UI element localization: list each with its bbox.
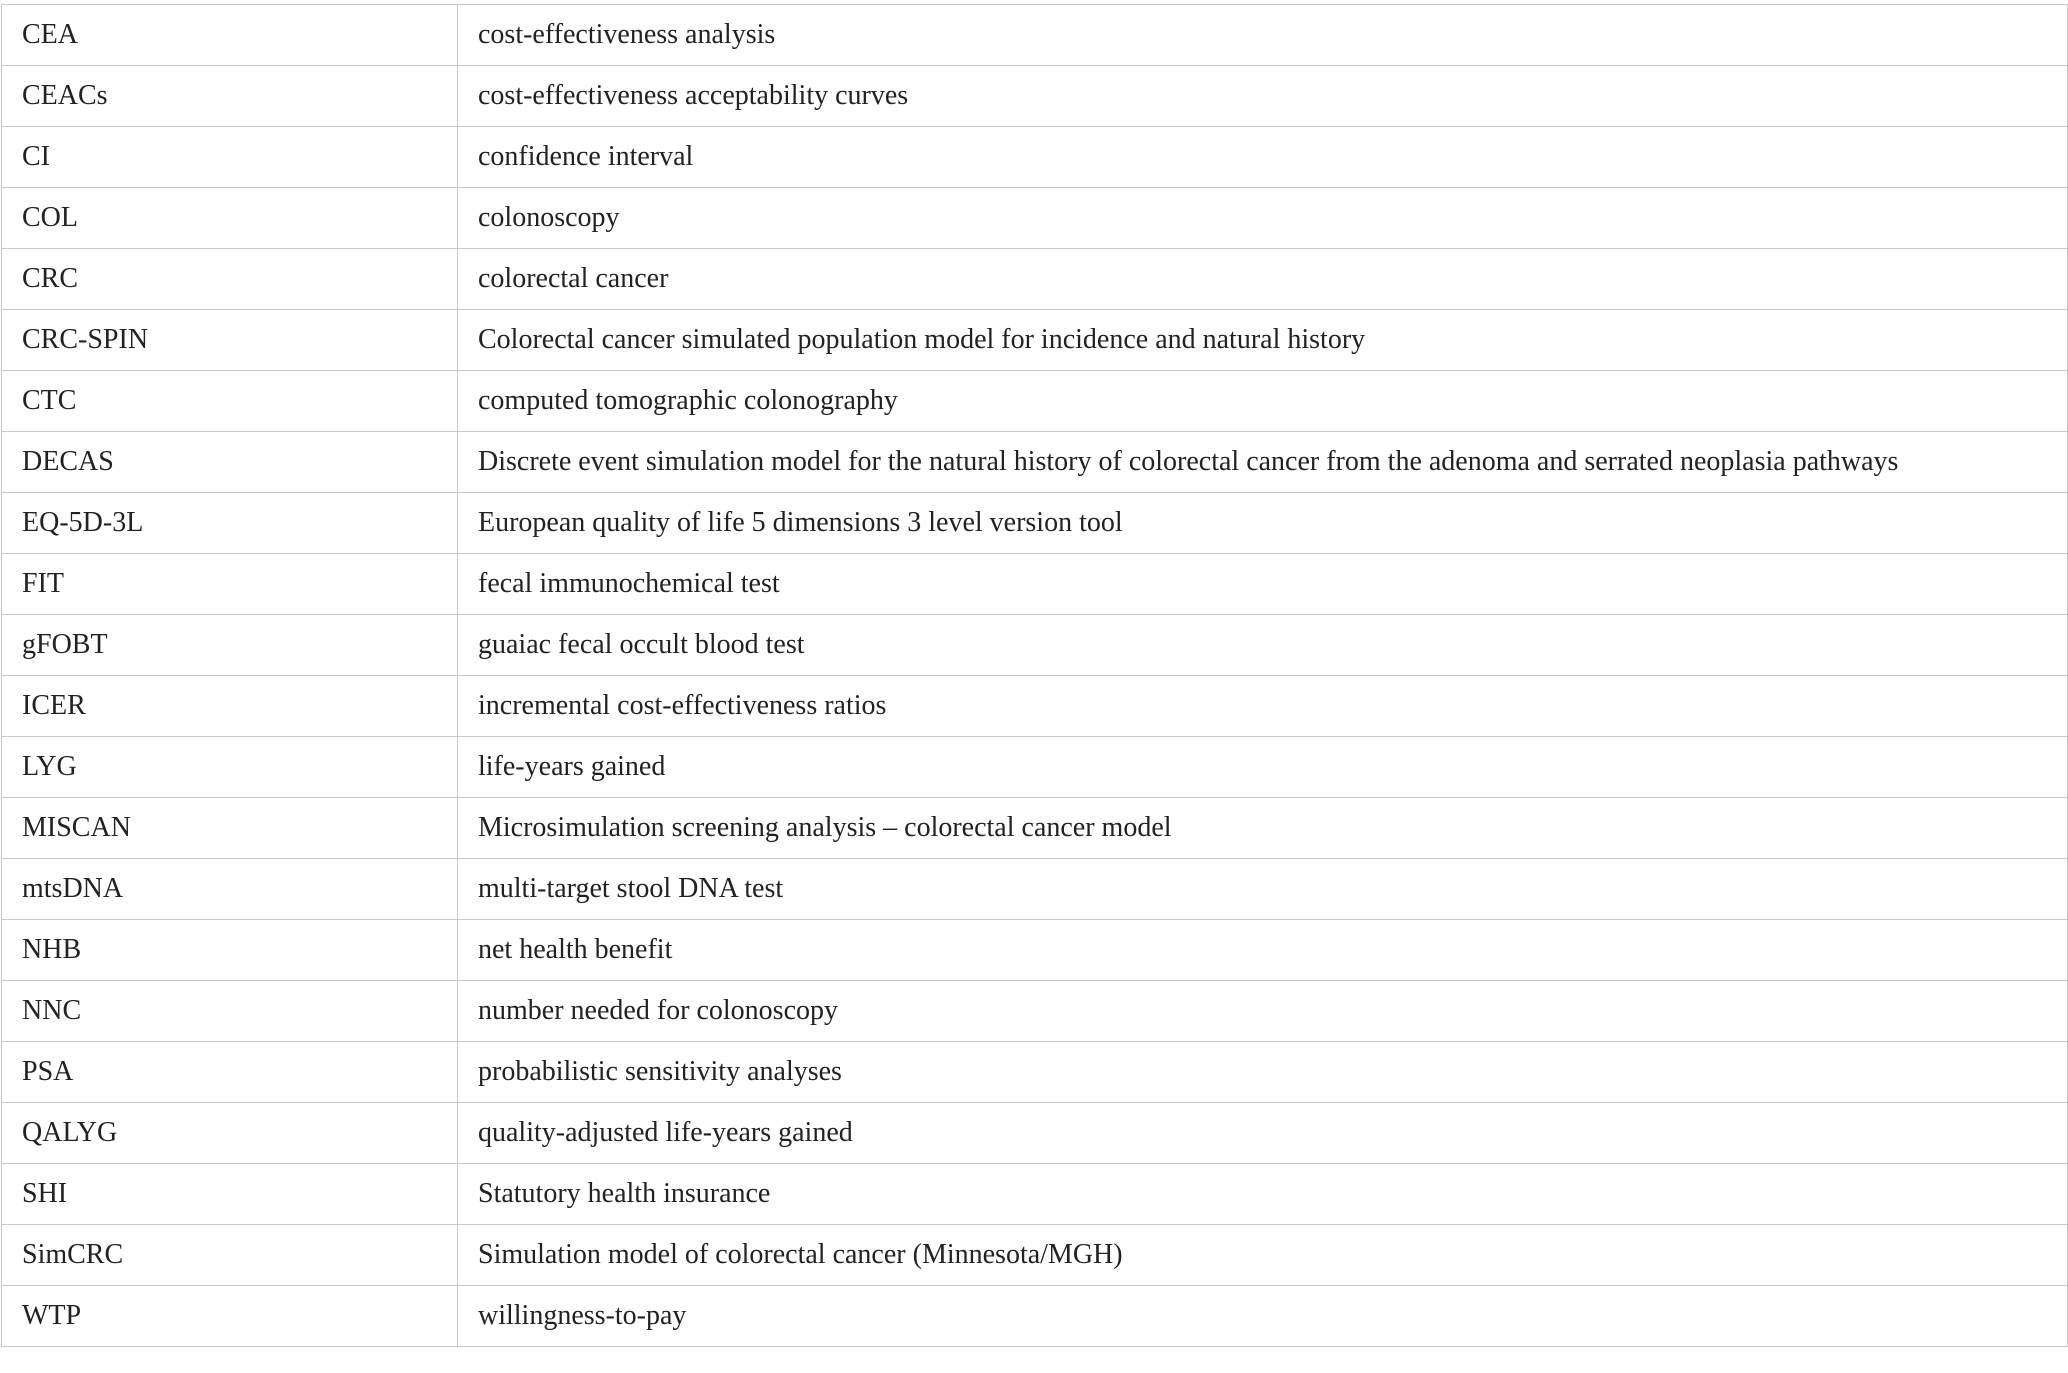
table-row (2, 66, 2068, 127)
definition-cell: number needed for colonoscopy (458, 981, 2068, 1042)
definition-cell: confidence interval (458, 127, 2068, 188)
table-row (2, 737, 2068, 798)
table-row (2, 981, 2068, 1042)
abbreviation-cell: gFOBT (2, 615, 458, 676)
table-row (2, 188, 2068, 249)
abbreviation-cell: WTP (2, 1286, 458, 1347)
abbreviation-cell: CI (2, 127, 458, 188)
abbreviation-cell: QALYG (2, 1103, 458, 1164)
table-row (2, 127, 2068, 188)
definition-cell: guaiac fecal occult blood test (458, 615, 2068, 676)
abbreviation-cell: CTC (2, 371, 458, 432)
definition-cell: net health benefit (458, 920, 2068, 981)
definition-cell: life-years gained (458, 737, 2068, 798)
abbreviation-cell: NNC (2, 981, 458, 1042)
abbreviation-cell: ICER (2, 676, 458, 737)
table-row (2, 1164, 2068, 1225)
definition-cell: Discrete event simulation model for the natural history of colorectal cancer from the adenoma and serrated neoplasia pathways (458, 432, 2068, 493)
abbreviations-table (1, 4, 2068, 1347)
abbreviation-cell: COL (2, 188, 458, 249)
abbreviation-cell: NHB (2, 920, 458, 981)
abbreviation-cell: SimCRC (2, 1225, 458, 1286)
table-row (2, 615, 2068, 676)
definition-cell: Simulation model of colorectal cancer (Minnesota/MGH) (458, 1225, 2068, 1286)
table-row (2, 798, 2068, 859)
abbreviation-cell: CEACs (2, 66, 458, 127)
table-row (2, 1225, 2068, 1286)
abbreviation-cell: EQ-5D-3L (2, 493, 458, 554)
abbreviations-table-container (1, 4, 2067, 1347)
table-row (2, 310, 2068, 371)
abbreviation-cell: MISCAN (2, 798, 458, 859)
table-row (2, 371, 2068, 432)
table-row (2, 1286, 2068, 1347)
definition-cell: incremental cost-effectiveness ratios (458, 676, 2068, 737)
definition-cell: probabilistic sensitivity analyses (458, 1042, 2068, 1103)
table-row (2, 432, 2068, 493)
table-row (2, 859, 2068, 920)
definition-cell: colonoscopy (458, 188, 2068, 249)
abbreviation-cell: LYG (2, 737, 458, 798)
table-row (2, 554, 2068, 615)
abbreviations-table-body (2, 5, 2068, 1347)
table-row (2, 1103, 2068, 1164)
definition-cell: cost-effectiveness analysis (458, 5, 2068, 66)
table-row (2, 249, 2068, 310)
table-row (2, 1042, 2068, 1103)
definition-cell: computed tomographic colonography (458, 371, 2068, 432)
table-row (2, 676, 2068, 737)
table-row (2, 5, 2068, 66)
abbreviation-cell: FIT (2, 554, 458, 615)
definition-cell: fecal immunochemical test (458, 554, 2068, 615)
abbreviation-cell: SHI (2, 1164, 458, 1225)
definition-cell: multi-target stool DNA test (458, 859, 2068, 920)
abbreviation-cell: CEA (2, 5, 458, 66)
abbreviation-cell: DECAS (2, 432, 458, 493)
definition-cell: willingness-to-pay (458, 1286, 2068, 1347)
abbreviation-cell: CRC-SPIN (2, 310, 458, 371)
definition-cell: Statutory health insurance (458, 1164, 2068, 1225)
table-row (2, 920, 2068, 981)
definition-cell: colorectal cancer (458, 249, 2068, 310)
definition-cell: European quality of life 5 dimensions 3 level version tool (458, 493, 2068, 554)
table-row (2, 493, 2068, 554)
definition-cell: Microsimulation screening analysis – colorectal cancer model (458, 798, 2068, 859)
abbreviation-cell: PSA (2, 1042, 458, 1103)
definition-cell: quality-adjusted life-years gained (458, 1103, 2068, 1164)
definition-cell: cost-effectiveness acceptability curves (458, 66, 2068, 127)
abbreviation-cell: mtsDNA (2, 859, 458, 920)
definition-cell: Colorectal cancer simulated population model for incidence and natural history (458, 310, 2068, 371)
abbreviation-cell: CRC (2, 249, 458, 310)
